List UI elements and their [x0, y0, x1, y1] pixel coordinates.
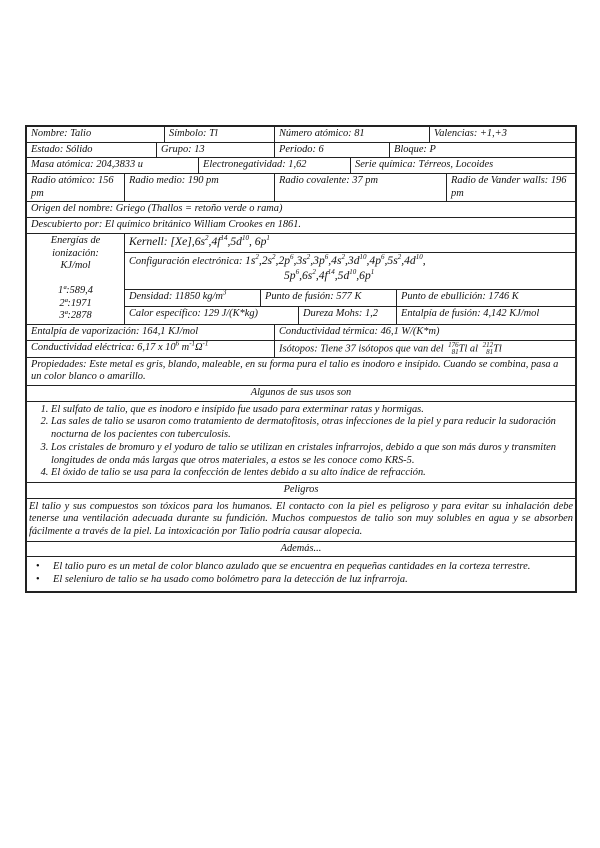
config-term-sup: 2	[272, 253, 276, 262]
isotope-notation	[483, 342, 494, 356]
ademas-list-cell	[27, 557, 576, 591]
config-term: 5d	[337, 268, 350, 282]
row-electronic-block	[26, 233, 576, 325]
cell-nombre: Nombre: Talio	[27, 127, 165, 143]
row-mass	[26, 157, 576, 174]
section-peligros	[26, 482, 576, 542]
configuracion-line-1: $1s^2,2s^2,2p^6,3s^2,3p^6,4s^2,3d^{10},4p^6,5s^2,4d^{10}$,	[245, 253, 426, 267]
config-term: 1s	[245, 253, 256, 267]
config-term: 6s	[302, 268, 313, 282]
cell-kernell: Kernell: $[Xe],6s^2,4f^{14},5d^{10}$, $6p^1$	[125, 233, 576, 252]
cell-conductividad-termica: Conductividad térmica: 46,1 W/(K*m)	[275, 324, 576, 340]
iso-mass: 212	[482, 340, 494, 349]
config-term: 2s	[261, 253, 273, 267]
cell-propiedades: Propiedades: Este metal es gris, blando, maleable, en su forma pura el talio es inodoro e insípido. Cuando se combina, pasa a un color blanco o amarillo.	[27, 357, 576, 385]
iso-symbol: Tl	[458, 343, 468, 355]
config-term-sup: 10	[359, 253, 367, 262]
config-term-sup: 6	[380, 253, 385, 262]
isotopos-text: Isótopos: Tiene 37 isótopos que van del	[279, 343, 447, 355]
config-term: 6p	[359, 268, 371, 282]
peligros-title: Peligros	[27, 482, 576, 498]
densidad-sup: 3	[222, 289, 227, 297]
config-term: 2p	[278, 253, 291, 267]
section-usos	[26, 385, 576, 483]
kernell-term: 6s	[194, 234, 206, 248]
cell-punto-ebullicion: Punto de ebullición: 1746 K	[397, 289, 576, 307]
cell-radio-medio: Radio medio: 190 pm	[125, 174, 275, 202]
energia-1: 1ª:589,4	[58, 284, 93, 296]
kernell-label: Kernell:	[129, 234, 171, 248]
cond-unit: m	[179, 341, 190, 353]
config-term: 3s	[296, 253, 307, 267]
config-term: 4d	[404, 253, 416, 267]
kernell-sup: 14	[220, 233, 228, 242]
ademas-list	[31, 561, 571, 586]
kernell-term: 4f	[211, 234, 221, 248]
configuracion-line-2: $5p^6,6s^2,4f^{14},5d^{10},6p^1$	[284, 267, 375, 282]
kernell-sup: 10	[241, 233, 249, 242]
cond-sup: -1	[202, 340, 209, 348]
config-term-sup: 2	[397, 253, 402, 262]
config-term-sup: 10	[415, 253, 423, 262]
row-state	[26, 142, 576, 159]
cell-conductividad-electrica	[27, 340, 275, 357]
config-term: 4p	[369, 253, 381, 267]
list-item: 3. Los cristales de bromuro y el yoduro de talio se utilizan en cristales infrarrojos, debido a que son más duros y transmiten longitudes de onda más largas que otros materiales, a estos se les conoce como KRS-5.	[51, 442, 571, 467]
cell-serie-quimica: Serie química: Térreos, Locoides	[351, 158, 576, 174]
row-conductivity	[26, 340, 576, 358]
cell-origen: Origen del nombre: Griego (Thallos = retoño verde o rama)	[27, 202, 576, 218]
isotope-notation	[448, 342, 459, 356]
cell-isotopos	[275, 340, 576, 357]
cell-energias-ionizacion	[27, 233, 125, 324]
cell-dureza: Dureza Mohs: 1,2	[299, 307, 397, 325]
cell-valencias: Valencias: +1,+3	[430, 127, 576, 143]
cell-radio-covalente: Radio covalente: 37 pm	[275, 174, 447, 202]
row-origin	[26, 201, 576, 218]
iso-mass: 176	[448, 340, 459, 349]
energias-title-2: ionización:	[52, 247, 99, 259]
list-item-text: El talio puro es un metal de color blanco azulado que se encuentra en pequeñas cantidades en la corteza terrestre.	[53, 561, 531, 573]
ademas-title: Además...	[27, 541, 576, 557]
cell-bloque: Bloque: P	[390, 142, 576, 158]
config-term-sup: 10	[349, 267, 357, 276]
config-term: 5p	[284, 268, 296, 282]
config-term: 4f	[318, 268, 328, 282]
densidad-text: Densidad: 11850 kg/m	[129, 290, 223, 302]
list-item-text: El seleniuro de talio se ha usado como bolómetro para la detección de luz infrarroja.	[53, 574, 408, 586]
config-term-sup: 14	[327, 267, 335, 276]
cell-masa-atomica: Masa atómica: 204,3833 u	[27, 158, 199, 174]
kernell-term: 5d	[230, 234, 242, 248]
energia-2: 2ª:1971	[59, 297, 92, 309]
config-term: 5s	[387, 253, 398, 267]
list-item: 2. Las sales de talio se usaron como tratamiento de dermatofitosis, otras infecciones de la piel y para reducir la sudoración nocturna de los pacientes con tuberculosis.	[51, 416, 571, 441]
cond-text: Conductividad eléctrica: 6,17 x 10	[31, 341, 176, 353]
cell-radio-vdw: Radio de Vander walls: 196 pm	[447, 174, 576, 202]
iso-connector: al	[467, 343, 481, 355]
row-discovery	[26, 217, 576, 234]
element-sheet	[25, 125, 577, 593]
energias-title-1: Energías de	[50, 234, 101, 246]
config-term-sup: 2	[306, 253, 311, 262]
kernell-term: 6p	[254, 234, 267, 248]
cell-periodo: Periodo: 6	[275, 142, 390, 158]
row-vaporization	[26, 324, 576, 341]
list-item	[36, 574, 571, 587]
cell-configuracion	[125, 252, 576, 289]
cell-densidad	[125, 289, 261, 307]
config-term-sup: 1	[370, 267, 375, 276]
energias-unit: KJ/mol	[60, 260, 91, 272]
cell-simbolo: Símbolo: Tl	[165, 127, 275, 143]
cell-entalpia-vaporizacion: Entalpía de vaporización: 164,1 KJ/mol	[27, 324, 275, 340]
config-term-sup: 6	[324, 253, 329, 262]
iso-number: 81	[451, 347, 459, 356]
list-item: 1. El sulfato de talio, que es inodoro e insípido fue usado para exterminar ratas y hormigas.	[51, 404, 571, 417]
config-term-sup: 2	[255, 253, 259, 262]
config-term: 3d	[347, 253, 360, 267]
row-radii	[26, 173, 576, 202]
energia-3: 3ª:2878	[59, 310, 92, 322]
config-term: 3p	[313, 253, 325, 267]
kernell-core: [Xe]	[170, 234, 192, 248]
cell-electronegatividad: Electronegatividad: 1,62	[199, 158, 351, 174]
config-term-sup: 2	[341, 253, 345, 262]
cell-numero-atomico: Número atómico: 81	[275, 127, 430, 143]
cell-punto-fusion: Punto de fusión: 577 K	[261, 289, 397, 307]
usos-list	[31, 404, 571, 480]
kernell-sup: 1	[266, 233, 270, 242]
cell-calor-especifico: Calor específico: 129 J/(K*kg)	[125, 307, 299, 325]
list-item: 4. El óxido de talio se usa para la confección de lentes debido a su alto índice de refracción.	[51, 467, 571, 480]
bullet-icon: •	[36, 561, 40, 573]
section-ademas	[26, 541, 576, 592]
config-term-sup: 6	[290, 253, 294, 262]
kernell-sup: 2	[205, 233, 209, 242]
usos-title: Algunos de sus usos son	[27, 386, 576, 402]
cell-entalpia-fusion: Entalpía de fusión: 4,142 KJ/mol	[397, 307, 576, 325]
iso-number: 81	[486, 347, 494, 356]
cell-descubierto: Descubierto por: El químico británico William Crookes en 1861.	[27, 218, 576, 234]
peligros-text: El talio y sus compuestos son tóxicos para los humanos. El contacto con la piel es peligroso y para evitar su inhalación debe tenerse una ventilación adecuada durante su fundición. Muchos compuestos de talio son muy solubles en agua y se absorben fácilmente a través de la piel. La intoxicación por Talio podría causar alopecia.	[27, 498, 576, 541]
cond-sup: 6	[175, 340, 180, 348]
list-item	[36, 561, 571, 574]
cell-grupo: Grupo: 13	[157, 142, 275, 158]
row-properties	[26, 357, 576, 386]
config-term-sup: 6	[295, 267, 300, 276]
usos-list-cell	[27, 401, 576, 482]
cond-unit: Ω	[195, 341, 203, 353]
configuracion-label: Configuración electrónica:	[129, 255, 246, 267]
config-term-sup: 2	[312, 267, 316, 276]
cell-radio-atomico: Radio atómico: 156 pm	[27, 174, 125, 202]
iso-symbol: Tl	[493, 343, 502, 355]
row-identity	[26, 126, 576, 143]
bullet-icon: •	[36, 574, 40, 586]
cond-sup: -1	[189, 340, 196, 348]
config-term: 4s	[331, 253, 342, 267]
cell-estado: Estado: Sólido	[27, 142, 157, 158]
